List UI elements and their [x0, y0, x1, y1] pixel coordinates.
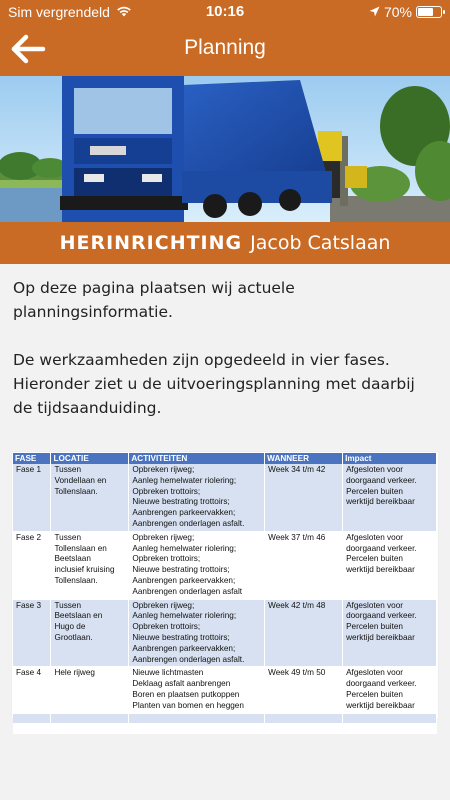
banner-street-text: Jacob Catslaan	[250, 232, 391, 254]
activiteiten-cell-line: Planten van bomen en heggen	[132, 700, 244, 710]
intro-text	[13, 276, 437, 420]
activiteiten-cell	[129, 667, 265, 713]
locatie-cell-line: Beetslaan en	[54, 611, 103, 621]
impact-cell-line: Afgesloten voor	[346, 532, 403, 542]
locatie-cell-line: Tollenslaan en	[54, 543, 107, 553]
column-header: FASE	[13, 453, 51, 464]
locatie-cell	[51, 599, 129, 667]
locatie-cell-line: Hele rijweg	[54, 668, 95, 678]
activiteiten-cell-line: Aanleg hemelwater riolering;	[132, 475, 237, 485]
empty-cell	[265, 713, 343, 723]
activiteiten-cell-line: Nieuwe bestrating trottoirs;	[132, 565, 230, 575]
impact-cell	[343, 464, 437, 531]
locatie-cell-line: inclusief kruising	[54, 565, 115, 575]
locatie-cell-line: Tollenslaan.	[54, 486, 98, 496]
impact-cell-line: doorgaand verkeer.	[346, 611, 417, 621]
empty-cell	[51, 723, 129, 733]
empty-cell	[13, 723, 51, 733]
wanneer-cell-line: Week 42 t/m 48	[268, 600, 326, 610]
impact-cell-line: Afgesloten voor	[346, 668, 403, 678]
table-row	[13, 599, 437, 667]
wanneer-cell-line: Week 37 t/m 46	[268, 532, 326, 542]
wanneer-cell	[265, 464, 343, 531]
activiteiten-cell-line: Nieuwe bestrating trottoirs;	[132, 632, 230, 642]
column-header: WANNEER	[265, 453, 343, 464]
locatie-cell-line: Hugo de	[54, 622, 86, 632]
activiteiten-cell-line: Opbreken trottoirs;	[132, 554, 201, 564]
activiteiten-cell-line: Aanbrengen onderlagen asfalt	[132, 586, 243, 596]
activiteiten-cell-line: Aanbrengen onderlagen asfalt.	[132, 518, 245, 528]
fase-cell-line: Fase 3	[16, 600, 42, 610]
empty-cell	[343, 713, 437, 723]
activiteiten-cell-line: Aanbrengen onderlagen asfalt.	[132, 654, 245, 664]
battery-fill	[418, 8, 433, 16]
impact-cell-line: werktijd bereikbaar	[346, 632, 415, 642]
planning-table-image	[12, 452, 438, 718]
locatie-cell-line: Tussen	[54, 600, 81, 610]
impact-cell-line: Percelen buiten	[346, 486, 403, 496]
activiteiten-cell-line: Opbreken rijweg;	[132, 600, 195, 610]
wanneer-cell-line: Week 49 t/m 50	[268, 668, 326, 678]
fase-cell-line: Fase 1	[16, 465, 42, 474]
activiteiten-cell-line: Aanbrengen parkeervakken;	[132, 508, 236, 518]
impact-cell-line: werktijd bereikbaar	[346, 497, 415, 507]
activiteiten-cell-line: Nieuwe bestrating trottoirs;	[132, 497, 230, 507]
table-row	[13, 667, 437, 713]
column-header: LOCATIE	[51, 453, 129, 464]
status-right	[369, 4, 442, 20]
location-arrow-icon	[369, 4, 380, 20]
carrier-label: Sim vergrendeld	[8, 4, 110, 20]
activiteiten-cell-line: Boren en plaatsen putkoppen	[132, 689, 240, 699]
impact-cell	[343, 667, 437, 713]
wanneer-cell	[265, 667, 343, 713]
intro-paragraph: De werkzaamheden zijn opgedeeld in vier fases. Hieronder ziet u de uitvoeringsplanning met daarbij de tijdsaanduiding.	[13, 351, 415, 417]
impact-cell-line: doorgaand verkeer.	[346, 679, 417, 689]
locatie-cell-line: Grootlaan.	[54, 632, 93, 642]
fase-cell	[13, 531, 51, 599]
fase-cell-line: Fase 2	[16, 532, 42, 542]
impact-cell	[343, 531, 437, 599]
activiteiten-cell-line: Deklaag asfalt aanbrengen	[132, 679, 231, 689]
locatie-cell	[51, 464, 129, 531]
activiteiten-cell	[129, 464, 265, 531]
impact-cell-line: doorgaand verkeer.	[346, 475, 417, 485]
empty-cell	[343, 723, 437, 733]
project-banner	[0, 222, 450, 264]
battery-percent: 70%	[383, 4, 412, 20]
nav-bar	[0, 24, 450, 76]
page-title: Planning	[184, 36, 266, 59]
locatie-cell	[51, 667, 129, 713]
locatie-cell	[51, 531, 129, 599]
activiteiten-cell-line: Opbreken trottoirs;	[132, 486, 201, 496]
empty-cell	[265, 723, 343, 733]
impact-cell-line: doorgaand verkeer.	[346, 543, 417, 553]
empty-cell	[129, 723, 265, 733]
wanneer-cell	[265, 599, 343, 667]
impact-cell-line: Afgesloten voor	[346, 600, 403, 610]
locatie-cell-line: Beetslaan	[54, 554, 91, 564]
impact-cell-line: Percelen buiten	[346, 622, 403, 632]
fase-cell-line: Fase 4	[16, 668, 42, 678]
activiteiten-cell-line: Nieuwe lichtmasten	[132, 668, 204, 678]
column-header: ACTIVITEITEN	[129, 453, 265, 464]
impact-cell-line: Afgesloten voor	[346, 465, 403, 474]
impact-cell-line: Percelen buiten	[346, 554, 403, 564]
activiteiten-cell-line: Aanbrengen parkeervakken;	[132, 643, 236, 653]
locatie-cell-line: Tussen	[54, 532, 81, 542]
planning-table	[13, 453, 437, 734]
hero-image	[0, 76, 450, 222]
empty-cell	[129, 713, 265, 723]
activiteiten-cell-line: Opbreken trottoirs;	[132, 622, 201, 632]
activiteiten-cell-line: Aanleg hemelwater riolering;	[132, 543, 237, 553]
table-row	[13, 531, 437, 599]
wanneer-cell-line: Week 34 t/m 42	[268, 465, 326, 474]
fase-cell	[13, 599, 51, 667]
table-header-row	[13, 453, 437, 464]
activiteiten-cell-line: Opbreken rijweg;	[132, 465, 195, 474]
activiteiten-cell-line: Opbreken rijweg;	[132, 532, 195, 542]
empty-cell	[13, 713, 51, 723]
fase-cell	[13, 667, 51, 713]
column-header: Impact	[343, 453, 437, 464]
impact-cell	[343, 599, 437, 667]
status-bar	[0, 0, 450, 24]
impact-cell-line: Percelen buiten	[346, 689, 403, 699]
fase-cell	[13, 464, 51, 531]
wanneer-cell	[265, 531, 343, 599]
impact-cell-line: werktijd bereikbaar	[346, 700, 415, 710]
banner-bold-text: HERINRICHTING	[59, 232, 243, 254]
activiteiten-cell	[129, 599, 265, 667]
locatie-cell-line: Tollenslaan.	[54, 575, 98, 585]
activiteiten-cell-line: Aanbrengen parkeervakken;	[132, 575, 236, 585]
activiteiten-cell-line: Aanleg hemelwater riolering;	[132, 611, 237, 621]
intro-paragraph: Op deze pagina plaatsen wij actuele planningsinformatie.	[13, 279, 295, 321]
empty-cell	[51, 713, 129, 723]
activiteiten-cell	[129, 531, 265, 599]
empty-table-row	[13, 713, 437, 723]
empty-table-row	[13, 723, 437, 733]
table-row	[13, 464, 437, 531]
battery-icon	[416, 6, 442, 18]
locatie-cell-line: Tussen	[54, 465, 81, 474]
locatie-cell-line: Vondellaan en	[54, 475, 107, 485]
clock: 10:16	[205, 3, 245, 20]
impact-cell-line: werktijd bereikbaar	[346, 565, 415, 575]
